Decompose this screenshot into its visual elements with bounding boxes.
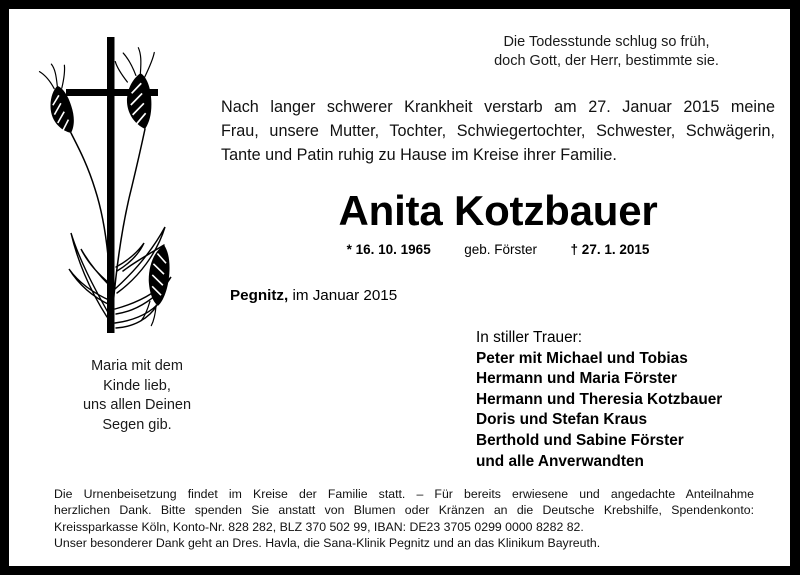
announcement-line-2: Frau, unsere Mutter, Tochter, Schwiegertochter, Schwester, Schwägerin, bbox=[221, 122, 775, 140]
announcement-text bbox=[221, 95, 775, 167]
mourner-name: und alle Anverwandten bbox=[476, 452, 644, 470]
place-and-date-line bbox=[230, 286, 397, 306]
birth-date: * 16. 10. 1965 bbox=[346, 242, 431, 257]
mourners-intro: In stiller Trauer: bbox=[476, 329, 583, 346]
death-date: † 27. 1. 2015 bbox=[570, 242, 650, 257]
mourners-block bbox=[476, 328, 722, 472]
obituary-card-inner bbox=[9, 9, 790, 566]
mourner-name: Peter mit Michael und Tobias bbox=[476, 349, 688, 367]
deceased-name: Anita Kotzbauer bbox=[338, 187, 658, 234]
prayer-verse bbox=[37, 357, 237, 435]
prayer-verse-line-3: uns allen Deinen bbox=[82, 397, 192, 413]
footer-notice-line-3: Kreissparkasse Köln, Konto-Nr. 828 282, BLZ 370 502 99, IBAN: DE23 3705 0299 0000 8282 82. bbox=[54, 519, 584, 534]
prayer-verse-line-4: Segen gib. bbox=[102, 416, 172, 433]
mourner-name: Berthold und Sabine Förster bbox=[476, 431, 684, 449]
mourner-name: Hermann und Maria Förster bbox=[476, 370, 677, 388]
maiden-name: geb. Förster bbox=[464, 242, 538, 257]
wheat-ear-center bbox=[113, 44, 174, 132]
wheat-ear-right bbox=[135, 243, 179, 327]
footer-notice-line-1: Die Urnenbeisetzung findet im Kreise der Familie statt. – Für bereits erwiesene und angedachte Anteilnahme bbox=[54, 487, 754, 501]
mourner-name: Doris und Stefan Kraus bbox=[476, 411, 648, 429]
header-verse-line-1: Die Todesstunde schlug so früh, bbox=[503, 34, 710, 50]
header-verse bbox=[429, 33, 784, 71]
mourner-name: Hermann und Theresia Kotzbauer bbox=[476, 390, 723, 408]
cross-with-wheat-icon bbox=[31, 21, 216, 336]
footer-notice bbox=[54, 486, 754, 552]
footer-notice-line-2: herzlichen Dank. Bitte spenden Sie anstatt von Blumen oder Kränzen an die Deutsche Krebshilfe, Spendenkonto: bbox=[54, 503, 754, 518]
header-verse-line-2: doch Gott, der Herr, bestimmte sie. bbox=[494, 53, 719, 69]
dates-row bbox=[221, 241, 775, 259]
announcement-line-1: Nach langer schwerer Krankheit verstarb am 27. Januar 2015 meine bbox=[221, 98, 775, 116]
announcement-line-3: Tante und Patin ruhig zu Hause im Kreise ihrer Familie. bbox=[221, 146, 617, 164]
footer-notice-line-4: Unser besonderer Dank geht an Dres. Havla, die Sana-Klinik Pegnitz und an das Klinikum Bayreuth. bbox=[54, 536, 601, 551]
place-city: Pegnitz, bbox=[230, 287, 289, 304]
prayer-verse-line-2: Kinde lieb, bbox=[103, 377, 171, 394]
place-date: im Januar 2015 bbox=[292, 287, 398, 304]
wheat-ear-left bbox=[31, 59, 94, 137]
prayer-verse-line-1: Maria mit dem bbox=[91, 358, 183, 374]
